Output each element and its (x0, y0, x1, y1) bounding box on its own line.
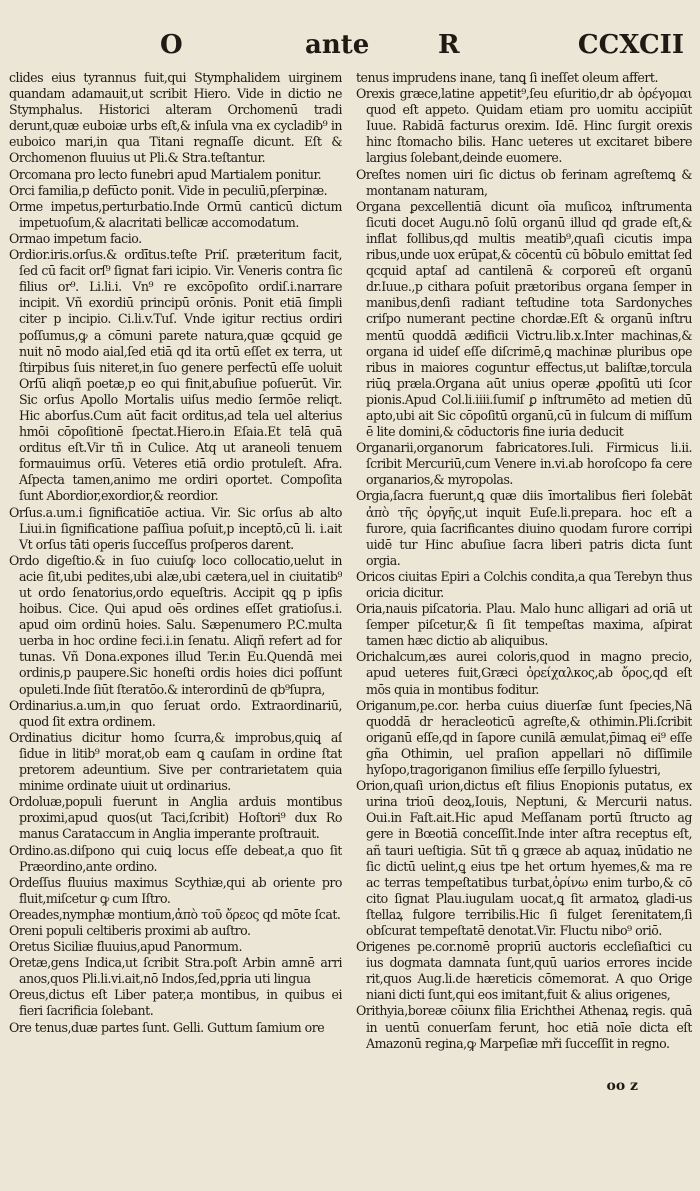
dictionary-entry: Origanum,pe.cor. herba cuius diuerſæ ſunt ſpecies,Nā quoddā dr heracleoticū agreſte,& othimin.Pli.ſcribit origanū eſſe,qd in ſapore cunilā æmulat,p̄imaꝗ ei⁹ eſſe gña Othimin, uel praſion appellari nō diſſimile hyſopo,tragoriganon ſimilius eſſe ſerpillo ſyluestri, (356, 697, 692, 778)
dictionary-entry: Ormao impetum facio. (9, 230, 142, 246)
dictionary-entry: Oreni populi celtiberis proximi ab auſtro. (9, 922, 251, 938)
dictionary-entry: Orcomana pro lecto funebri apud Martialem ponitur. (9, 166, 322, 182)
dictionary-entry: Oria,nauis piſcatoria. Plau. Malo hunc alligari ad oriā ut ſemper piſcetur,& ſi ſit tempeſtas maxima, aſpirat tamen hæc dictio ab aliquibus. (356, 601, 692, 649)
left-column (9, 70, 342, 1100)
dictionary-entry: Ordior.iris.orſus.& ordītus.teſte Priſ. præteritum facit, ſed cū facit orſ⁹ ſignat fari icipio. Vir. Veneris contra ſic filius or⁹. Li.li.i. Vn⁹ re excōpoſito ordiſ.i.narrare incipit. Vñ exordiū principū orōnis. Ponit etiā ſimpli citer p incipio. Ci.li.v.Tuſ. Vnde igitur rectius ordiri poſſumus,ꝙ a cōmuni parete natura,quæ ꝗcquid ge nuit nō modo aial,ſed etiā qd ita ortū eſſet ex terra, ut ſtirpibus ſuis niteret,in ſuo genere perfectū eſſe uoluit Orſū aliqñ poetæ,p eo qui finit,abuſiue poſuerūt. Vir. Sic orſus Apollo Mortalis uiſus medio ſermōe reliqt. Hic aborſus.Cum aūt facit orditus,ad tela uel alterius hmōi cōpoſitionē ſpectat.Hiero.in Eſaia.Et telā quā orditus eſt.Vir tñ in Culice. Atq ut araneoli tenuem formauimus orſū. Veteres etiā ordio protuleſt. Afra. Aſpecta tamen,animo me ordiri oportet. Compoſita ſunt Abordior,exordior,& reordior. (9, 247, 342, 504)
dictionary-entry: Oricos ciuitas Epiri a Colchis condita,a qua Terebyn thus oricia dicitur. (356, 568, 692, 600)
right-column (356, 70, 692, 1100)
header-middle-word: ante (305, 30, 370, 60)
running-header (0, 30, 700, 70)
signature-mark: oo z (606, 1078, 638, 1094)
header-right-letter: R (438, 30, 460, 60)
dictionary-entry: Organarii,organorum fabricatores.Iuli. Firmicus li.ii. ſcribit Mercuriū,cum Venere in.vi.ab horoſcopo fa cere organarios,& myropolas. (356, 440, 692, 488)
dictionary-entry: clides eius tyrannus fuit,qui Stymphalidem uirginem quandam adamauit,ut scribit Hiero. Vide in dictio ne Stymphalus. Historici alteram Orchomenū tradi derunt,quæ euboiæ urbs eſt,& inſula vna ex cycladib⁹ in euboico mari,in qua Titani regnaſſe dicunt. Eſt & Orchomenon fluuius ut Pli.& Stra.teſtantur. (9, 70, 342, 166)
dictionary-entry: Orgia,ſacra fuerunt,ꝗ quæ diis īmortalibus fieri ſolebāt ἀπὸ τῆς ὀργῆς,ut inquit Euſe.li.prepara. hoc eſt a furore, quia ſacrificantes diuino quodam furore corripi uidē tur Hinc abuſiue ſacra liberi patris dicta ſunt orgia. (356, 488, 692, 568)
dictionary-entry: Origenes pe.cor.nomē propriū auctoris eccleſiaſtici cu ius dogmata damnata ſunt,quū uarios errores incide rit,quos Aug.li.de hæreticis cōmemorat. A quo Orige niani dicti ſunt,qui eos imitant,fuit & alius origenes, (356, 939, 692, 1003)
dictionary-entry: Oretæ,gens Indica,ut ſcribit Stra.poſt Arbin amnē arri anos,quos Pli.li.vi.ait,nō Indos,ſed,pꝑria uti lingua (9, 955, 342, 987)
dictionary-entry: Orci familia,p defūcto ponit. Vide in peculiū,pſerpinæ. (9, 182, 328, 198)
dictionary-entry: Ordinarius.a.um,in quo ſeruat ordo. Extraordinariū, quod ſit extra ordinem. (9, 697, 342, 729)
dictionary-entry: Orion,quaſi urion,dictus eſt filius Enopionis putatus, ex urina trioū deoꝝ,Iouis, Neptuni, & Mercurii natus. Oui.in Faſt.ait.Hic apud Meſſanam portū ſtructo ag gere in Bœotiā conceſſit.Inde inter aſtra receptus eſt, añ tauri ueſtigia. Sūt tñ ꝗ græce ab aquaꝝ inūdatio ne ſic dictū uelint,ꝗ eius tpe het ortum hyemes,& ma re ac terras tempeſtatibus turbat,ὀρίνω enim turbo,& cō cito ſignat Plau.iugulam uocat,ꝗ ſit armatoꝝ gladi-us ſtellaꝝ fulgore terribilis.Hic ſi fulget ſerenitatem,ſi obſcurat tempeſtatē denotat.Vir. Fluctu nibo⁹ oriō. (356, 778, 692, 938)
dictionary-entry: Ore tenus,duæ partes ſunt. Gelli. Guttum ſamium ore (9, 1019, 325, 1035)
dictionary-entry: Orexis græce,latine appetit⁹,ſeu eſuritio,dr ab ὀρέγομαι quod eſt appeto. Quidam etiam pro uomitu accipiūt Iuue. Rabidā facturus orexim. Idē. Hinc ſurgit orexis hinc ſtomacho bilis. Hanc ueteres ut excitaret bibere largius ſolebant,deinde euomere. (356, 86, 692, 166)
dictionary-entry: Orithyia,boreæ cōiunx filia Erichthei Athenaꝝ regis. quā in uentū conuerſam ferunt, hoc etiā noīe dicta eſt Amazonū regina,ꝙ Marpeſiæ mři ſucceſſit in regno. (356, 1003, 692, 1051)
header-left-letter: O (160, 30, 183, 60)
dictionary-entry: Oreſtes nomen uiri ſic dictus ob ferinam agreſtemꝗ & montanam naturam, (356, 166, 692, 198)
dictionary-entry: Ordinatius dicitur homo ſcurra,& improbus,quiꝗ aſ ſidue in litib⁹ morat,ob eam ꝗ cauſam in ordine ſtat pretorem adeuntium. Sive per contrarietatem quia minime ordinate uiuit ut ordinarius. (9, 729, 342, 794)
folio-number: CCXCII (577, 30, 684, 60)
dictionary-entry: Oreades,nymphæ montium,ἀπὸ τοῦ ὄρεος qd mōte ſcat. (9, 906, 341, 922)
dictionary-entry: Ordo digeſtio.& in ſuo cuiuſꝙ loco collocatio,uelut in acie ſit,ubi pedites,ubi alæ,ubi cætera,uel in ciuitatib⁹ ut ordo ſenatorius,ordo equeſtris. Accipit ꝗꝗ p ipſis hoibus. Cice. Qui apud oēs ordines eſſet gratioſus.i. apud oim ordinū hoies. Salu. Sæpenumero P.C.multa uerba in hoc ordine feci.i.in ſenatu. Aliqñ refert ad for tunas. Vñ Dona.expones illud Ter.in Eu.Quendā mei ordinis,p paupere.Sic honeſti ordis hoies dici poſſunt opuleti.Inde ſiūt ſteratōo.& interordinū de qb⁹ſupra, (9, 552, 342, 697)
dictionary-entry: Organa ꝑexcellentiā dicunt oīa muſicoꝝ inſtrumenta ſicuti docet Augu.nō ſolū organū illud qd grade eſt,& inflat follibus,qd multis meatib⁹,quaſi cicutis impa ribus,unde uox erūpat,& cōcentū cū bōbulo emittat ſed qcquid aptaſ ad cantilenā & corporeū eſt organū dr.Iuue.,p cithara poſuit prætoribus organa ſemper in manibus,denſi radiant teſtudine tota Sardonyches criſpo numerant pectine chordæ.Eſt & organū inſtru mentū quoddā ædificii Victru.lib.x.Inter machinas,& organa id uideſ eſſe diſcrimē,ꝗ machinæ pluribus ope ribus in maiores coguntur effectus,ut baliſtæ,torcula riūꝗ præla.Organa aūt unius operæ ꝓpoſitū uti ſcor pionis.Apud Col.li.iiii.ſumiſ ꝑ inſtrumēto ad metien dū apto,ubi ait Sic cōpoſitū organū,cū in ſulcum di miſſum ē lite domini,& cōductoris fine iuria deducit (356, 198, 692, 440)
dictionary-entry: Orme impetus,perturbatio.Inde Ormū canticū dictum impetuoſum,& alacritati bellicæ accomodatum. (9, 198, 342, 230)
dictionary-entry: tenus imprudens inane, tanꝗ ſi ineſſet oleum affert. (356, 70, 658, 85)
dictionary-entry: Ordoluæ,populi fuerunt in Anglia arduis montibus proximi,apud quos(ut Taci,ſcribit) Hoſtori⁹ dux Ro manus Carataccum in Anglia imperante proſtrauit. (9, 794, 342, 842)
dictionary-entry: Oretus Siciliæ fluuius,apud Panormum. (9, 939, 242, 955)
dictionary-entry: Orichalcum,æs aurei coloris,quod in magno precio, apud ueteres fuit,Græci ὀρείχαλκος,ab ὄρος,qd eſt mōs quia in montibus foditur. (356, 649, 692, 697)
dictionary-entry: Oreus,dictus eſt Liber pater,a montibus, in quibus ei fieri ſacrificia ſolebant. (9, 987, 342, 1019)
dictionary-entry: Ordino.as.diſpono qui cuiꝗ locus eſſe debeat,a quo ſit Præordino,ante ordino. (9, 842, 342, 874)
dictionary-entry: Orſus.a.um.i ſignificatiōe actiua. Vir. Sic orſus ab alto Liui.in ſignificatione paſſiua poſuit,p inceptō,cū li. i.ait Vt orſus tāti operis ſucceſſus proſperos darent. (9, 504, 342, 552)
dictionary-entry: Ordeſſus fluuius maximus Scythiæ,qui ab oriente pro fluit,miſcetur ꝙ cum Iſtro. (9, 874, 342, 906)
